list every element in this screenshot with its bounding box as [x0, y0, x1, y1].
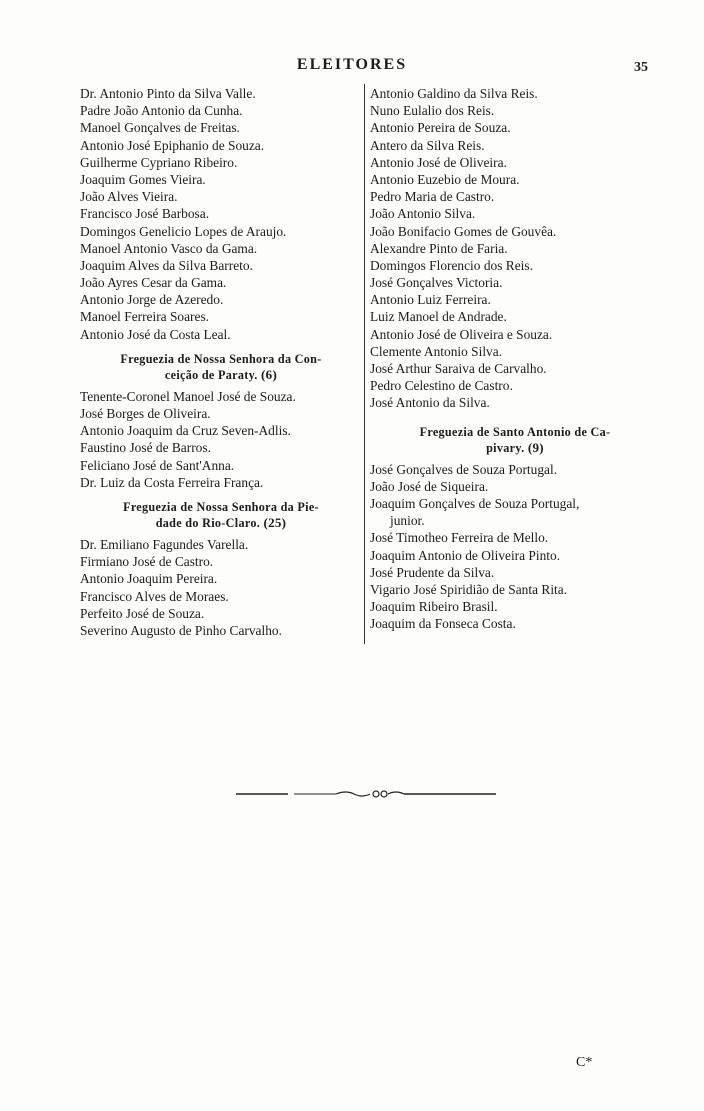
elector-name: Manoel Ferreira Soares.	[80, 309, 210, 325]
elector-name: Luiz Manoel de Andrade.	[370, 309, 507, 325]
elector-name: Antonio José Epiphanio de Souza.	[80, 137, 265, 153]
elector-name: Antonio José da Costa Leal.	[80, 326, 231, 342]
heading-line: dade do Rio-Claro.	[155, 516, 261, 531]
elector-name: Antonio José de Oliveira.	[370, 154, 507, 170]
signature-mark: C*	[576, 1055, 593, 1070]
elector-name: Joaquim da Fonseca Costa.	[370, 616, 516, 632]
elector-name: Guilherme Cypriano Ribeiro.	[80, 154, 238, 170]
page-number: 35	[634, 60, 648, 75]
elector-list-top-right	[370, 85, 660, 412]
elector-name: Dr. Luiz da Costa Ferreira França.	[80, 474, 264, 490]
elector-name: Feliciano José de Sant'Anna.	[80, 457, 235, 473]
section-count: (6)	[261, 367, 278, 383]
elector-name: Antonio Joaquim Pereira.	[80, 571, 218, 587]
elector-name: Francisco José Barbosa.	[80, 206, 210, 222]
elector-name: Padre João Antonio da Cunha.	[80, 103, 243, 119]
elector-name: José Gonçalves Victoria.	[370, 275, 503, 291]
elector-name: Joaquim Ribeiro Brasil.	[370, 599, 498, 615]
elector-name: José Gonçalves de Souza Portugal.	[370, 461, 558, 477]
elector-name: Joaquim Gonçalves de Souza Portugal,	[370, 495, 580, 511]
elector-name: José Borges de Oliveira.	[80, 406, 211, 421]
elector-name: Alexandre Pinto de Faria.	[370, 240, 508, 256]
elector-name: Tenente-Coronel Manoel José de Souza.	[80, 388, 296, 404]
elector-name: Manoel Gonçalves de Freitas.	[80, 120, 240, 136]
section-heading-paraty	[80, 351, 362, 384]
elector-list-capivary-cont	[370, 529, 660, 632]
elector-name: Antonio José de Oliveira e Souza.	[370, 326, 553, 342]
elector-name: Dr. Emiliano Fagundes Varella.	[80, 536, 249, 552]
elector-name: José Timotheo Ferreira de Mello.	[370, 530, 549, 546]
section-heading-capivary	[370, 424, 660, 457]
elector-name: Pedro Maria de Castro.	[370, 189, 495, 205]
elector-name: Pedro Celestino de Castro.	[370, 378, 513, 394]
elector-list-rio-claro	[80, 536, 362, 639]
elector-name: Antonio Luiz Ferreira.	[370, 292, 491, 308]
heading-line: Freguezia de Nossa Senhora da Con-	[120, 351, 322, 366]
heading-line: ceição de Paraty.	[164, 368, 258, 383]
section-heading-rio-claro	[80, 499, 362, 532]
left-column	[80, 85, 362, 639]
heading-line: Freguezia de Nossa Senhora da Pie-	[123, 499, 319, 514]
elector-list-paraty	[80, 388, 362, 491]
elector-name: João Antonio Silva.	[370, 206, 476, 222]
column-divider	[364, 84, 365, 644]
elector-name: Vigario José Spiridião de Santa Rita.	[370, 581, 568, 597]
elector-name: Antonio Jorge de Azeredo.	[80, 292, 224, 308]
elector-name: Manoel Antonio Vasco da Gama.	[80, 240, 258, 256]
elector-name: Firmiano José de Castro.	[80, 554, 214, 570]
name-continuation: junior.	[390, 513, 425, 529]
elector-name: Joaquim Antonio de Oliveira Pinto.	[370, 547, 561, 563]
section-count: (25)	[263, 515, 287, 531]
elector-list-capivary	[370, 461, 660, 513]
elector-name: José Antonio da Silva.	[370, 395, 490, 411]
elector-name: Antero da Silva Reis.	[370, 137, 485, 153]
page-title: ELEITORES	[296, 56, 408, 73]
elector-name: Clemente Antonio Silva.	[370, 343, 503, 359]
elector-name: Antonio Euzebio de Moura.	[370, 171, 520, 187]
elector-name: Domingos Florencio dos Reis.	[370, 257, 533, 273]
elector-name: João José de Siqueira.	[370, 478, 489, 494]
right-column	[370, 85, 660, 632]
elector-name: João Ayres Cesar da Gama.	[80, 275, 227, 291]
elector-name: João Bonifacio Gomes de Gouvêa.	[370, 223, 557, 239]
elector-name: Francisco Alves de Moraes.	[80, 588, 229, 604]
elector-name: José Arthur Saraiva de Carvalho.	[370, 361, 547, 376]
elector-list-top-left	[80, 85, 362, 343]
elector-name: Antonio Galdino da Silva Reis.	[370, 86, 538, 101]
heading-line: pivary.	[486, 441, 525, 456]
elector-name: Severino Augusto de Pinho Carvalho.	[80, 622, 282, 638]
section-count: (9)	[527, 440, 544, 456]
elector-name: Joaquim Gomes Vieira.	[80, 171, 206, 187]
elector-name: Domingos Genelicio Lopes de Araujo.	[80, 223, 287, 239]
elector-name: Perfeito José de Souza.	[80, 605, 205, 621]
elector-name: Antonio Joaquim da Cruz Seven-Adlis.	[80, 423, 291, 439]
elector-name: Faustino José de Barros.	[80, 440, 211, 456]
elector-name: Dr. Antonio Pinto da Silva Valle.	[80, 86, 256, 101]
elector-name: Antonio Pereira de Souza.	[370, 120, 511, 136]
elector-name: João Alves Vieira.	[80, 189, 178, 205]
heading-line: Freguezia de Santo Antonio de Ca-	[419, 424, 611, 439]
ornament-divider	[236, 784, 496, 804]
elector-name: Joaquim Alves da Silva Barreto.	[80, 257, 253, 273]
elector-name: Nuno Eulalio dos Reis.	[370, 103, 495, 119]
elector-name: José Prudente da Silva.	[370, 564, 495, 580]
